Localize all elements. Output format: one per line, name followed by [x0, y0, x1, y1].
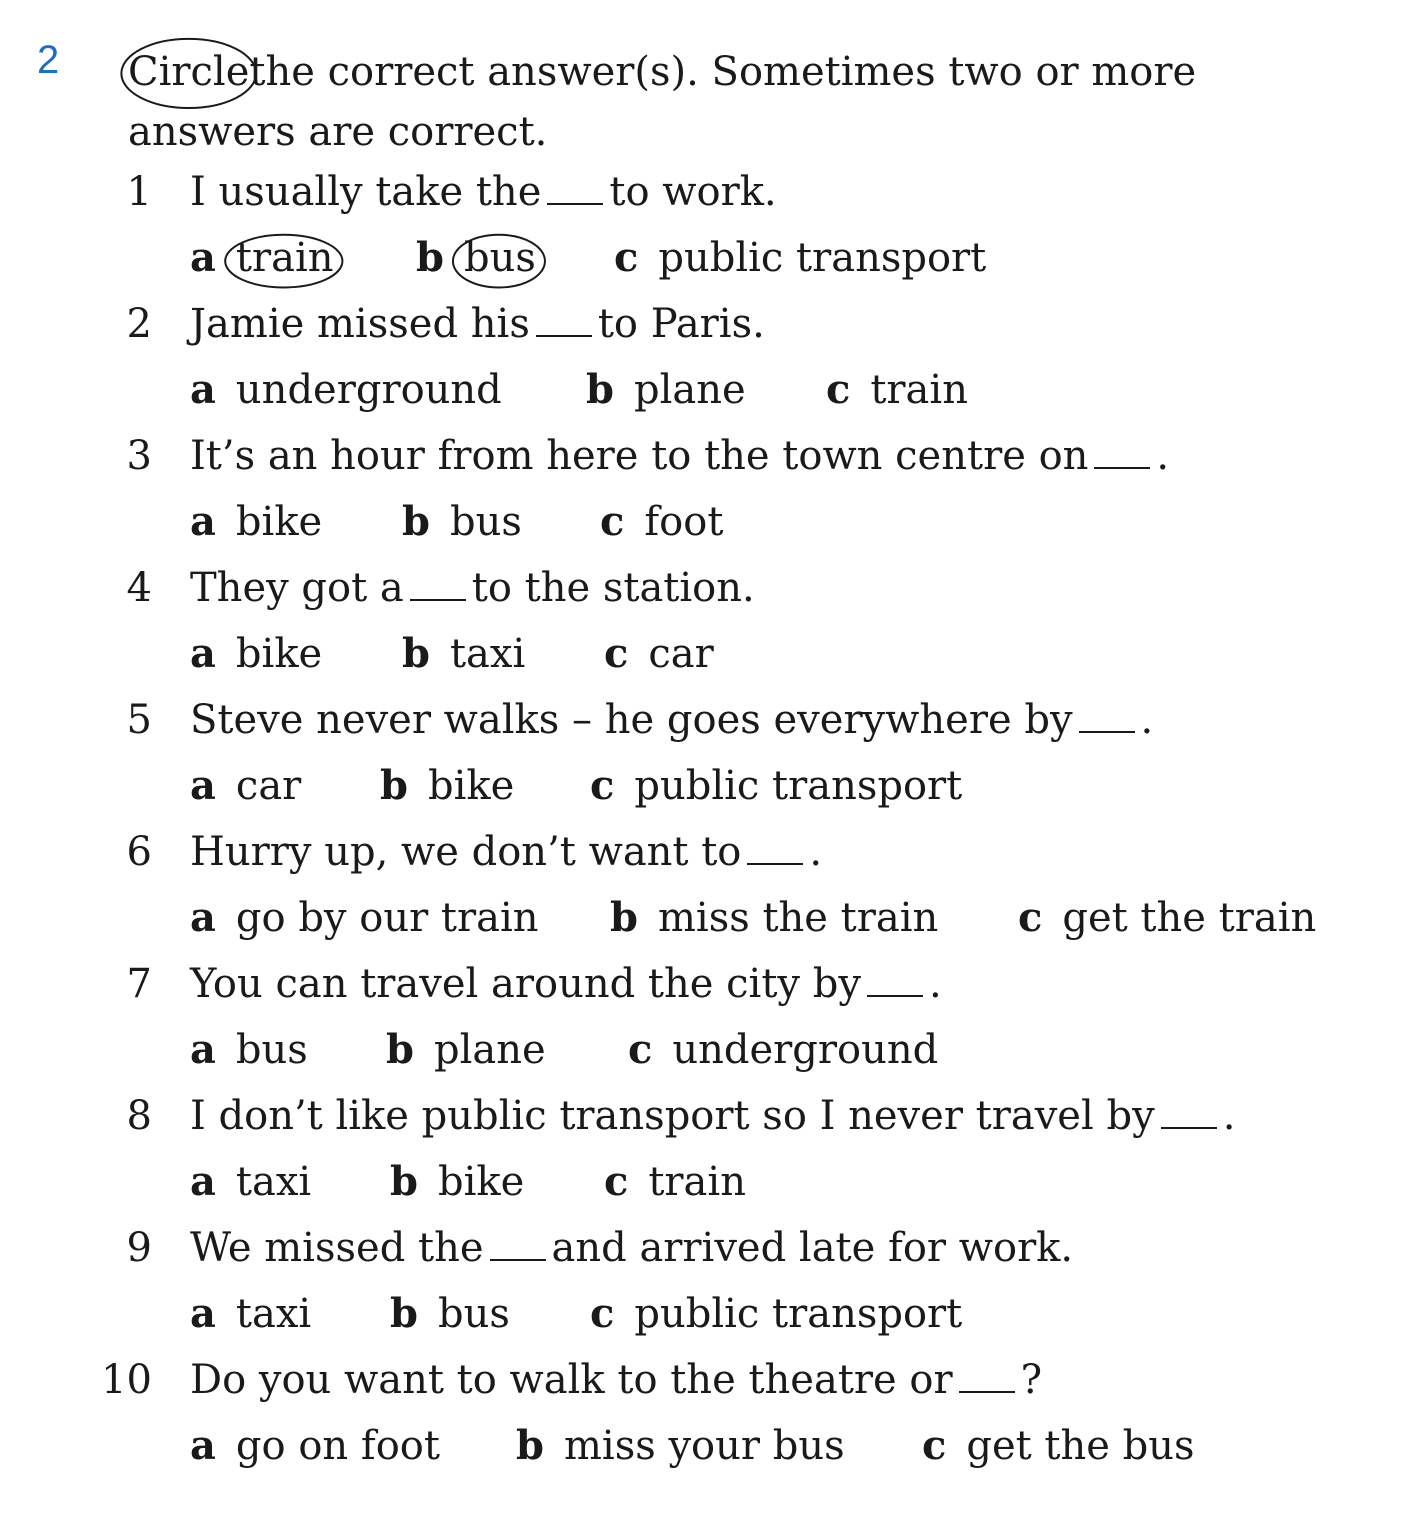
option-text: train [870, 367, 968, 413]
option-text-wrap [658, 235, 987, 281]
option-b[interactable] [386, 1026, 546, 1073]
question-text-before: I don’t like public transport so I never travel by [190, 1093, 1155, 1139]
question-text-after: . [928, 961, 942, 1007]
option-text: get the train [1062, 895, 1317, 941]
question-text [190, 565, 755, 611]
option-text: bus [437, 1291, 510, 1337]
option-letter: a [190, 762, 216, 809]
option-text-wrap [672, 1027, 939, 1073]
option-text-wrap [648, 1159, 746, 1205]
option-c[interactable] [628, 1026, 939, 1073]
option-letter: a [190, 498, 216, 545]
question-number: 4 [126, 565, 152, 611]
option-text: bus [463, 235, 536, 281]
option-text: underground [672, 1027, 939, 1073]
instruction [128, 42, 1328, 162]
exercise-number: 2 [37, 38, 60, 82]
option-text-wrap [463, 235, 536, 281]
option-text: foot [644, 499, 724, 545]
option-b[interactable] [610, 894, 939, 941]
answer-blank [1161, 1099, 1217, 1129]
option-text-wrap [235, 367, 502, 413]
answer-blank [747, 835, 803, 865]
question-text-before: We missed the [190, 1225, 484, 1271]
question-number: 1 [126, 169, 152, 215]
instruction-line-2: answers are correct. [128, 109, 548, 155]
question-text-before: They got a [190, 565, 404, 611]
question-text-before: You can travel around the city by [190, 961, 861, 1007]
question-number: 7 [126, 961, 152, 1007]
option-text: public transport [634, 763, 963, 809]
option-a[interactable] [190, 630, 323, 677]
option-b[interactable] [390, 1158, 525, 1205]
option-text-wrap [235, 235, 334, 281]
option-letter: b [390, 1158, 418, 1205]
option-text: train [648, 1159, 746, 1205]
option-text-wrap [235, 1027, 308, 1073]
option-text-wrap [235, 1159, 312, 1205]
question-text-after: to work. [609, 169, 777, 215]
question-number: 10 [101, 1357, 152, 1403]
option-letter: c [1018, 894, 1043, 941]
answer-blank [547, 175, 603, 205]
question-text-before: Jamie missed his [190, 301, 530, 347]
option-letter: c [614, 234, 639, 281]
question-number: 5 [126, 697, 152, 743]
option-text-wrap [437, 1159, 525, 1205]
option-letter: c [600, 498, 625, 545]
question-number: 9 [126, 1225, 152, 1271]
question-text [190, 1225, 1074, 1271]
question-text-before: Hurry up, we don’t want to [190, 829, 742, 875]
option-text-wrap [1062, 895, 1317, 941]
option-letter: a [190, 366, 216, 413]
option-text-wrap [235, 631, 323, 677]
option-text: train [235, 235, 334, 281]
option-a[interactable] [190, 234, 334, 281]
option-letter: a [190, 234, 216, 281]
question-number: 3 [126, 433, 152, 479]
option-c[interactable] [1018, 894, 1317, 941]
option-a[interactable] [190, 1158, 312, 1205]
question-text [190, 697, 1154, 743]
question-text-after: . [1222, 1093, 1236, 1139]
option-text-wrap [427, 763, 515, 809]
option-text: go by our train [235, 895, 539, 941]
option-text: bike [437, 1159, 525, 1205]
option-text: bus [235, 1027, 308, 1073]
option-text-wrap [657, 895, 939, 941]
question-text-after: to the station. [471, 565, 755, 611]
option-text: plane [433, 1027, 546, 1073]
instruction-text: the correct answer(s). Sometimes two or more [249, 49, 1197, 95]
option-text-wrap [634, 763, 963, 809]
question-text-before: I usually take the [190, 169, 542, 215]
option-text-wrap [966, 1423, 1195, 1469]
answer-blank [490, 1231, 546, 1261]
option-text: public transport [658, 235, 987, 281]
option-c[interactable] [922, 1422, 1195, 1469]
option-letter: a [190, 630, 216, 677]
question-text [190, 301, 765, 347]
option-text: bus [449, 499, 522, 545]
option-text-wrap [235, 1291, 312, 1337]
question-text-before: Do you want to walk to the theatre or [190, 1357, 953, 1403]
question-text-after: . [809, 829, 823, 875]
answer-blank [536, 307, 592, 337]
option-letter: b [390, 1290, 418, 1337]
option-c[interactable] [590, 762, 963, 809]
option-letter: c [628, 1026, 653, 1073]
question-text [190, 961, 942, 1007]
instruction-circled-text: Circle [128, 49, 250, 95]
option-a[interactable] [190, 498, 323, 545]
option-letter: c [922, 1422, 947, 1469]
question-text [190, 433, 1170, 479]
option-text-wrap [648, 631, 714, 677]
option-letter: a [190, 1158, 216, 1205]
option-text: car [648, 631, 714, 677]
option-text: bike [235, 631, 323, 677]
option-letter: a [190, 1422, 216, 1469]
option-letter: c [604, 1158, 629, 1205]
option-b[interactable] [402, 498, 522, 545]
option-letter: b [610, 894, 638, 941]
option-text-wrap [449, 631, 526, 677]
option-letter: b [586, 366, 614, 413]
option-b[interactable] [390, 1290, 510, 1337]
option-text: get the bus [966, 1423, 1195, 1469]
option-c[interactable] [826, 366, 968, 413]
option-letter: c [604, 630, 629, 677]
option-c[interactable] [600, 498, 724, 545]
option-c[interactable] [590, 1290, 963, 1337]
answer-blank [410, 571, 466, 601]
option-b[interactable] [516, 1422, 845, 1469]
option-b[interactable] [380, 762, 515, 809]
option-a[interactable] [190, 1026, 308, 1073]
answer-blank [867, 967, 923, 997]
option-text: public transport [634, 1291, 963, 1337]
option-letter: a [190, 1290, 216, 1337]
question-text-after: and arrived late for work. [551, 1225, 1074, 1271]
instruction-circled-word [128, 42, 249, 102]
option-text-wrap [870, 367, 968, 413]
option-text-wrap [633, 367, 746, 413]
answer-blank [1079, 703, 1135, 733]
question-text [190, 1357, 1043, 1403]
option-letter: c [826, 366, 851, 413]
question-text-before: Steve never walks – he goes everywhere by [190, 697, 1073, 743]
option-b[interactable] [416, 234, 536, 281]
option-c[interactable] [604, 1158, 746, 1205]
question-text-after: . [1140, 697, 1154, 743]
answer-blank [1094, 439, 1150, 469]
option-text-wrap [437, 1291, 510, 1337]
option-text-wrap [634, 1291, 963, 1337]
option-text: miss the train [657, 895, 939, 941]
option-text-wrap [235, 895, 539, 941]
option-c[interactable] [604, 630, 714, 677]
option-text: car [235, 763, 302, 809]
option-b[interactable] [586, 366, 746, 413]
question-number: 8 [126, 1093, 152, 1139]
option-text-wrap [235, 1423, 440, 1469]
option-letter: a [190, 894, 216, 941]
option-text: go on foot [235, 1423, 440, 1469]
question-text-after: to Paris. [597, 301, 765, 347]
option-letter: a [190, 1026, 216, 1073]
option-text-wrap [433, 1027, 546, 1073]
option-text: taxi [235, 1291, 312, 1337]
option-text: miss your bus [563, 1423, 845, 1469]
question-text-before: It’s an hour from here to the town centre on [190, 433, 1089, 479]
option-text: taxi [449, 631, 526, 677]
question-text-after: ? [1020, 1357, 1043, 1403]
option-text-wrap [235, 763, 302, 809]
option-a[interactable] [190, 1422, 440, 1469]
option-letter: b [380, 762, 408, 809]
option-letter: b [416, 234, 444, 281]
option-letter: c [590, 762, 615, 809]
answer-blank [959, 1363, 1015, 1393]
question-text-after: . [1156, 433, 1170, 479]
question-text [190, 1093, 1236, 1139]
option-text-wrap [644, 499, 724, 545]
option-b[interactable] [402, 630, 526, 677]
option-letter: c [590, 1290, 615, 1337]
option-c[interactable] [614, 234, 987, 281]
option-a[interactable] [190, 894, 539, 941]
option-a[interactable] [190, 366, 502, 413]
option-text-wrap [449, 499, 522, 545]
question-text [190, 169, 777, 215]
option-text: plane [633, 367, 746, 413]
option-text-wrap [563, 1423, 845, 1469]
option-letter: b [516, 1422, 544, 1469]
option-letter: b [386, 1026, 414, 1073]
option-letter: b [402, 630, 430, 677]
instruction-line-1 [128, 42, 1328, 102]
question-number: 2 [126, 301, 152, 347]
option-text: bike [235, 499, 323, 545]
option-text-wrap [235, 499, 323, 545]
option-letter: b [402, 498, 430, 545]
option-a[interactable] [190, 1290, 312, 1337]
option-text: taxi [235, 1159, 312, 1205]
question-number: 6 [126, 829, 152, 875]
option-text: bike [427, 763, 515, 809]
option-text: underground [235, 367, 502, 413]
question-text [190, 829, 823, 875]
option-a[interactable] [190, 762, 302, 809]
